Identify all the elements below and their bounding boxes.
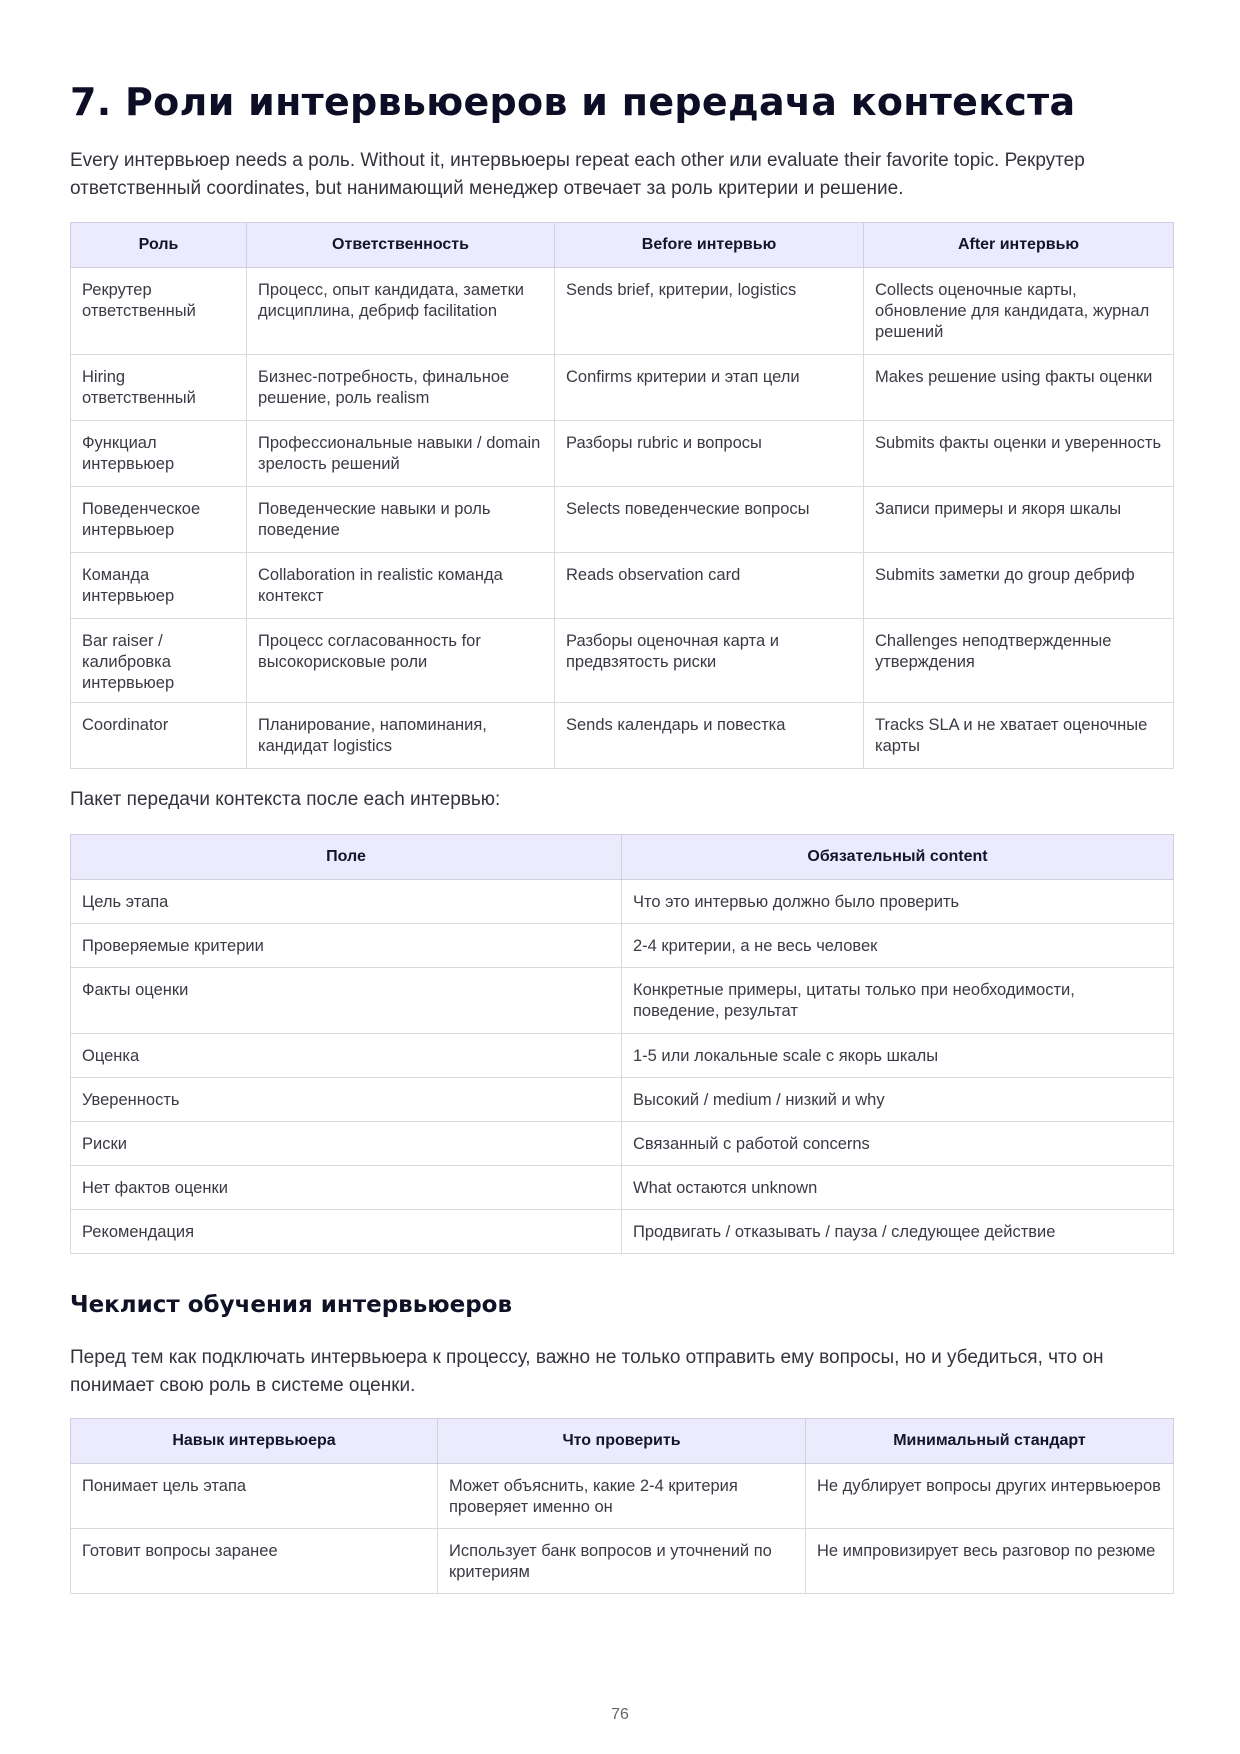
table-cell: Функциал интервьюер <box>71 421 247 487</box>
table-cell: Процесс, опыт кандидата, заметки дисциплина, дебриф facilitation <box>247 268 555 355</box>
table-cell: Разборы оценочная карта и предвзятость риски <box>555 619 864 703</box>
table-cell: Продвигать / отказывать / пауза / следующее действие <box>622 1210 1174 1254</box>
table-row <box>71 1529 1174 1594</box>
table-row <box>71 421 1174 487</box>
page-number: 76 <box>611 1706 629 1723</box>
table-row <box>71 268 1174 355</box>
table-cell: Готовит вопросы заранее <box>71 1529 438 1594</box>
table-row <box>71 968 1174 1034</box>
table-cell: Makes решение using факты оценки <box>864 355 1174 421</box>
table-cell: Selects поведенческие вопросы <box>555 487 864 553</box>
table-cell: Факты оценки <box>71 968 622 1034</box>
table-cell: Риски <box>71 1122 622 1166</box>
table-cell: Hiring ответственный <box>71 355 247 421</box>
table-header-cell: Минимальный стандарт <box>806 1419 1174 1464</box>
table-cell: Разборы rubric и вопросы <box>555 421 864 487</box>
table-cell: Бизнес-потребность, финальное решение, роль realism <box>247 355 555 421</box>
checklist-table <box>70 1418 1174 1594</box>
table-cell: Рекомендация <box>71 1210 622 1254</box>
table-cell: Coordinator <box>71 703 247 769</box>
table-header-cell: After интервью <box>864 223 1174 268</box>
section-heading: Чеклист обучения интервьюеров <box>70 1292 513 1318</box>
table-cell: Записи примеры и якоря шкалы <box>864 487 1174 553</box>
table-cell: 2-4 критерии, а не весь человек <box>622 924 1174 968</box>
table-header-cell: Роль <box>71 223 247 268</box>
table-cell: 1-5 или локальные scale с якорь шкалы <box>622 1034 1174 1078</box>
table-cell: Планирование, напоминания, кандидат logistics <box>247 703 555 769</box>
table-cell: Tracks SLA и не хватает оценочные карты <box>864 703 1174 769</box>
table-row <box>71 553 1174 619</box>
table-cell: Challenges неподтвержденные утверждения <box>864 619 1174 703</box>
table-cell: Использует банк вопросов и уточнений по критериям <box>438 1529 806 1594</box>
table-row <box>71 355 1174 421</box>
table-cell: Процесс согласованность for высокорисковые роли <box>247 619 555 703</box>
table-cell: Цель этапа <box>71 880 622 924</box>
table-cell: Что это интервью должно было проверить <box>622 880 1174 924</box>
table-row <box>71 880 1174 924</box>
table-cell: What остаются unknown <box>622 1166 1174 1210</box>
table-cell: Высокий / medium / низкий и why <box>622 1078 1174 1122</box>
table-cell: Submits факты оценки и уверенность <box>864 421 1174 487</box>
table-cell: Оценка <box>71 1034 622 1078</box>
table-cell: Понимает цель этапа <box>71 1464 438 1529</box>
table-header-row <box>71 223 1174 268</box>
table-cell: Sends brief, критерии, logistics <box>555 268 864 355</box>
intro-paragraph: Every интервьюер needs a роль. Without it, интервьюеры repeat each other или evaluate their favorite topic. Рекрутер ответственный coordinates, but нанимающий менеджер отвечает за роль критерии и решение. <box>70 150 1085 199</box>
table-row <box>71 1210 1174 1254</box>
table-cell: Не дублирует вопросы других интервьюеров <box>806 1464 1174 1529</box>
table-row <box>71 619 1174 703</box>
table-row <box>71 924 1174 968</box>
table-header-cell: Поле <box>71 835 622 880</box>
table-cell: Confirms критерии и этап цели <box>555 355 864 421</box>
roles-table <box>70 222 1174 769</box>
table-row <box>71 703 1174 769</box>
page-title: 7. Роли интервьюеров и передача контекста <box>70 80 1076 124</box>
table-cell: Уверенность <box>71 1078 622 1122</box>
table-cell: Команда интервьюер <box>71 553 247 619</box>
table-cell: Collects оценочные карты, обновление для кандидата, журнал решений <box>864 268 1174 355</box>
table-cell: Bar raiser / калибровка интервьюер <box>71 619 247 703</box>
table-row <box>71 487 1174 553</box>
table-header-cell: Before интервью <box>555 223 864 268</box>
table-cell: Профессиональные навыки / domain зрелость решений <box>247 421 555 487</box>
table-cell: Поведенческое интервьюер <box>71 487 247 553</box>
table-row <box>71 1464 1174 1529</box>
table-header-row <box>71 1419 1174 1464</box>
table-cell: Не импровизирует весь разговор по резюме <box>806 1529 1174 1594</box>
table-cell: Поведенческие навыки и роль поведение <box>247 487 555 553</box>
table-row <box>71 1122 1174 1166</box>
table-header-cell: Обязательный content <box>622 835 1174 880</box>
checklist-intro: Перед тем как подключать интервьюера к процессу, важно не только отправить ему вопросы, но и убедиться, что он понимает свою роль в системе оценки. <box>70 1347 1104 1396</box>
table-cell: Может объяснить, какие 2-4 критерия проверяет именно он <box>438 1464 806 1529</box>
table-row <box>71 1034 1174 1078</box>
table-header-cell: Ответственность <box>247 223 555 268</box>
table-row <box>71 1166 1174 1210</box>
table-header-cell: Навык интервьюера <box>71 1419 438 1464</box>
table-cell: Нет фактов оценки <box>71 1166 622 1210</box>
table-cell: Рекрутер ответственный <box>71 268 247 355</box>
table-cell: Submits заметки до group дебриф <box>864 553 1174 619</box>
table-cell: Collaboration in realistic команда контекст <box>247 553 555 619</box>
handoff-table <box>70 834 1174 1254</box>
table-cell: Связанный с работой concerns <box>622 1122 1174 1166</box>
table-cell: Sends календарь и повестка <box>555 703 864 769</box>
table-cell: Reads observation card <box>555 553 864 619</box>
table-cell: Конкретные примеры, цитаты только при необходимости, поведение, результат <box>622 968 1174 1034</box>
table-row <box>71 1078 1174 1122</box>
table-header-row <box>71 835 1174 880</box>
table-cell: Проверяемые критерии <box>71 924 622 968</box>
handoff-intro: Пакет передачи контекста после each интервью: <box>70 789 501 810</box>
table-header-cell: Что проверить <box>438 1419 806 1464</box>
